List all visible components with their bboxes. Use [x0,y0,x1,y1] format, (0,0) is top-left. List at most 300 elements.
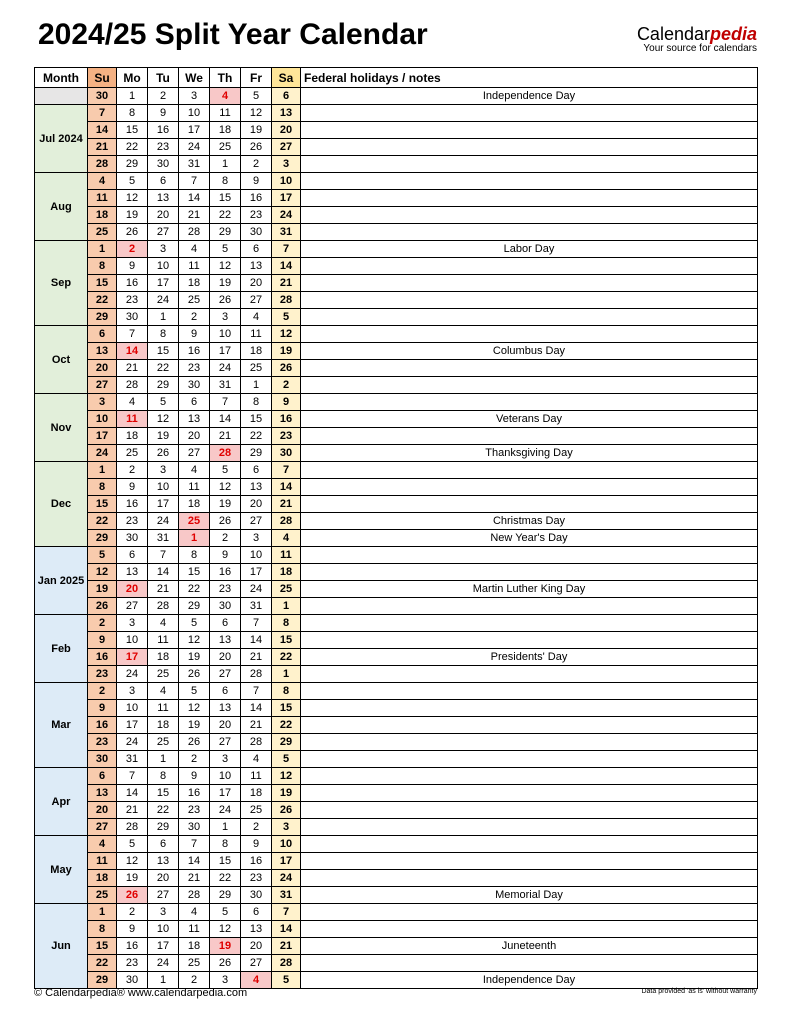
day-cell: 4 [148,683,179,700]
day-cell: 22 [148,802,179,819]
day-cell: 3 [210,751,241,768]
month-label: Jul 2024 [35,105,88,173]
day-cell: 11 [148,632,179,649]
day-cell: 2 [117,462,148,479]
day-cell: 24 [272,870,301,887]
day-cell: 4 [241,972,272,989]
holiday-note [301,700,758,717]
day-cell: 8 [210,836,241,853]
day-cell: 13 [210,700,241,717]
day-cell: 26 [210,513,241,530]
day-cell: 27 [179,445,210,462]
day-cell: 16 [88,649,117,666]
day-cell: 19 [117,870,148,887]
day-cell: 22 [241,428,272,445]
day-cell: 23 [148,139,179,156]
week-row [35,836,758,853]
day-cell: 24 [148,955,179,972]
day-cell: 28 [241,666,272,683]
week-row [35,972,758,989]
day-cell: 17 [88,428,117,445]
day-cell: 13 [148,853,179,870]
day-cell: 1 [117,88,148,105]
day-header-tu: Tu [148,68,179,88]
day-cell: 24 [88,445,117,462]
day-cell: 21 [272,496,301,513]
month-label: Jun [35,904,88,989]
day-cell: 27 [210,734,241,751]
day-cell: 22 [117,139,148,156]
day-cell: 10 [117,700,148,717]
day-cell: 8 [148,768,179,785]
day-cell: 27 [272,139,301,156]
day-cell: 8 [272,615,301,632]
day-cell: 18 [148,717,179,734]
day-cell: 14 [272,258,301,275]
week-row [35,734,758,751]
footer-copyright: © Calendarpedia® www.calendarpedia.com [34,987,248,999]
day-cell: 5 [88,547,117,564]
day-cell: 29 [210,224,241,241]
header-row [35,68,758,88]
day-cell: 22 [148,360,179,377]
day-cell: 25 [179,955,210,972]
day-cell: 6 [210,615,241,632]
day-cell: 3 [117,615,148,632]
day-cell: 18 [241,343,272,360]
day-cell: 29 [179,598,210,615]
day-cell: 7 [241,683,272,700]
day-cell: 20 [272,122,301,139]
day-cell: 20 [210,649,241,666]
day-cell: 1 [148,309,179,326]
month-label: Dec [35,462,88,547]
holiday-note [301,768,758,785]
holiday-note [301,122,758,139]
day-cell: 11 [179,921,210,938]
holiday-note: Independence Day [301,88,758,105]
day-cell: 13 [272,105,301,122]
day-cell: 28 [117,819,148,836]
day-cell: 25 [179,513,210,530]
day-cell: 19 [272,785,301,802]
day-cell: 9 [88,632,117,649]
day-cell: 23 [272,428,301,445]
week-row [35,853,758,870]
day-cell: 19 [179,649,210,666]
day-cell: 4 [88,173,117,190]
holiday-note [301,819,758,836]
holiday-note [301,547,758,564]
week-row [35,122,758,139]
day-cell: 10 [272,836,301,853]
page-title: 2024/25 Split Year Calendar [38,18,428,51]
week-row [35,683,758,700]
day-cell: 27 [241,292,272,309]
footer-disclaimer: Data provided 'as is' without warranty [641,988,757,995]
day-cell: 19 [210,275,241,292]
day-cell: 1 [241,377,272,394]
day-cell: 2 [117,904,148,921]
day-cell: 24 [241,581,272,598]
day-cell: 11 [179,258,210,275]
day-cell: 19 [272,343,301,360]
day-cell: 21 [179,870,210,887]
day-cell: 23 [88,734,117,751]
day-cell: 11 [241,326,272,343]
day-cell: 1 [272,598,301,615]
day-cell: 22 [88,292,117,309]
holiday-note: Christmas Day [301,513,758,530]
day-cell: 31 [117,751,148,768]
day-cell: 4 [148,615,179,632]
day-cell: 24 [179,139,210,156]
day-cell: 20 [241,496,272,513]
day-cell: 15 [117,122,148,139]
day-cell: 8 [88,479,117,496]
day-cell: 18 [88,207,117,224]
day-cell: 31 [210,377,241,394]
day-cell: 23 [241,870,272,887]
brand-logo[interactable] [637,24,757,54]
day-header-th: Th [210,68,241,88]
week-row [35,632,758,649]
day-cell: 30 [179,377,210,394]
notes-header: Federal holidays / notes [301,68,758,88]
holiday-note [301,734,758,751]
day-cell: 15 [210,190,241,207]
day-cell: 24 [148,292,179,309]
week-row [35,411,758,428]
day-cell: 9 [210,547,241,564]
week-row [35,309,758,326]
day-cell: 20 [117,581,148,598]
day-cell: 14 [272,921,301,938]
day-cell: 21 [241,649,272,666]
day-cell: 19 [117,207,148,224]
day-cell: 3 [241,530,272,547]
day-cell: 25 [210,139,241,156]
day-cell: 23 [117,513,148,530]
day-cell: 5 [210,241,241,258]
day-cell: 20 [88,802,117,819]
day-cell: 20 [148,870,179,887]
day-cell: 14 [241,632,272,649]
day-cell: 2 [179,751,210,768]
holiday-note [301,853,758,870]
day-cell: 6 [117,547,148,564]
week-row [35,904,758,921]
day-cell: 14 [210,411,241,428]
week-row [35,394,758,411]
day-cell: 3 [148,241,179,258]
day-cell: 29 [272,734,301,751]
day-cell: 18 [117,428,148,445]
day-cell: 11 [179,479,210,496]
day-cell: 15 [272,632,301,649]
day-cell: 17 [241,564,272,581]
day-cell: 18 [241,785,272,802]
day-cell: 15 [241,411,272,428]
day-cell: 30 [117,972,148,989]
holiday-note [301,428,758,445]
day-cell: 18 [88,870,117,887]
day-cell: 6 [210,683,241,700]
day-cell: 10 [210,326,241,343]
day-cell: 3 [117,683,148,700]
day-cell: 22 [272,649,301,666]
day-cell: 31 [241,598,272,615]
holiday-note [301,105,758,122]
day-cell: 16 [117,938,148,955]
week-row [35,785,758,802]
holiday-note: Martin Luther King Day [301,581,758,598]
day-cell: 16 [117,275,148,292]
day-cell: 30 [272,445,301,462]
day-cell: 22 [210,870,241,887]
day-cell: 20 [179,428,210,445]
day-cell: 20 [210,717,241,734]
day-cell: 28 [272,955,301,972]
day-cell: 15 [88,275,117,292]
holiday-note [301,258,758,275]
day-cell: 15 [179,564,210,581]
day-cell: 15 [88,938,117,955]
day-cell: 3 [88,394,117,411]
day-cell: 31 [272,887,301,904]
day-cell: 4 [272,530,301,547]
holiday-note [301,802,758,819]
day-cell: 25 [148,666,179,683]
week-row [35,224,758,241]
day-cell: 26 [241,139,272,156]
day-cell: 28 [210,445,241,462]
day-cell: 10 [88,411,117,428]
week-row [35,819,758,836]
day-cell: 1 [179,530,210,547]
day-cell: 20 [241,275,272,292]
week-row [35,445,758,462]
day-cell: 17 [210,785,241,802]
day-cell: 25 [179,292,210,309]
day-cell: 5 [272,751,301,768]
day-cell: 21 [179,207,210,224]
day-cell: 16 [179,785,210,802]
day-cell: 27 [241,955,272,972]
day-cell: 13 [241,479,272,496]
day-cell: 12 [179,632,210,649]
day-cell: 12 [210,258,241,275]
day-cell: 11 [117,411,148,428]
holiday-note [301,326,758,343]
day-cell: 3 [179,88,210,105]
day-cell: 21 [148,581,179,598]
day-cell: 18 [179,938,210,955]
day-cell: 10 [117,632,148,649]
day-cell: 19 [88,581,117,598]
day-cell: 23 [241,207,272,224]
day-cell: 26 [272,802,301,819]
week-row [35,581,758,598]
day-cell: 27 [241,513,272,530]
day-cell: 10 [148,921,179,938]
day-cell: 17 [272,853,301,870]
day-cell: 21 [117,802,148,819]
day-cell: 26 [210,955,241,972]
day-cell: 7 [272,904,301,921]
day-cell: 23 [210,581,241,598]
week-row [35,870,758,887]
day-cell: 6 [241,241,272,258]
holiday-note [301,190,758,207]
day-cell: 2 [179,309,210,326]
day-cell: 6 [179,394,210,411]
day-cell: 24 [272,207,301,224]
day-cell: 31 [272,224,301,241]
day-cell: 11 [272,547,301,564]
day-cell: 17 [148,496,179,513]
day-cell: 12 [272,326,301,343]
day-cell: 28 [179,224,210,241]
day-cell: 9 [117,258,148,275]
week-row [35,598,758,615]
day-cell: 4 [210,88,241,105]
day-cell: 24 [210,802,241,819]
week-row [35,530,758,547]
day-header-su: Su [88,68,117,88]
brand-name-plain: Calendar [636,24,710,44]
day-cell: 27 [148,224,179,241]
day-cell: 5 [272,972,301,989]
day-cell: 2 [117,241,148,258]
holiday-note: Juneteenth [301,938,758,955]
holiday-note [301,479,758,496]
day-cell: 5 [210,904,241,921]
week-row [35,190,758,207]
day-cell: 8 [241,394,272,411]
day-cell: 13 [117,564,148,581]
day-cell: 14 [88,122,117,139]
brand-name [637,24,757,45]
day-cell: 13 [179,411,210,428]
holiday-note [301,785,758,802]
holiday-note [301,462,758,479]
week-row [35,666,758,683]
day-cell: 18 [272,564,301,581]
day-cell: 13 [241,921,272,938]
day-cell: 22 [88,955,117,972]
day-cell: 11 [241,768,272,785]
day-cell: 9 [88,700,117,717]
day-cell: 5 [272,309,301,326]
day-cell: 4 [179,904,210,921]
day-cell: 30 [210,598,241,615]
holiday-note: New Year's Day [301,530,758,547]
day-cell: 6 [88,326,117,343]
day-cell: 2 [272,377,301,394]
day-cell: 5 [179,683,210,700]
day-cell: 24 [117,734,148,751]
holiday-note: Independence Day [301,972,758,989]
week-row [35,717,758,734]
day-cell: 1 [210,819,241,836]
day-cell: 8 [148,326,179,343]
day-cell: 6 [148,836,179,853]
day-cell: 26 [88,598,117,615]
day-cell: 25 [148,734,179,751]
week-row [35,513,758,530]
day-cell: 28 [272,513,301,530]
day-cell: 1 [88,462,117,479]
day-cell: 2 [88,683,117,700]
day-cell: 26 [179,734,210,751]
day-cell: 12 [179,700,210,717]
week-row [35,802,758,819]
day-cell: 29 [117,156,148,173]
day-cell: 10 [272,173,301,190]
day-cell: 17 [210,343,241,360]
day-cell: 18 [210,122,241,139]
day-cell: 12 [148,411,179,428]
month-label: Jan 2025 [35,547,88,615]
day-cell: 6 [148,173,179,190]
day-cell: 16 [210,564,241,581]
week-row [35,547,758,564]
day-cell: 18 [148,649,179,666]
day-cell: 15 [210,853,241,870]
week-row [35,496,758,513]
day-cell: 28 [148,598,179,615]
month-label: Sep [35,241,88,326]
day-cell: 19 [179,717,210,734]
day-cell: 22 [272,717,301,734]
day-cell: 27 [88,377,117,394]
day-cell: 9 [117,479,148,496]
day-cell: 13 [88,343,117,360]
day-cell: 23 [88,666,117,683]
day-cell: 10 [148,479,179,496]
day-cell: 26 [210,292,241,309]
week-row [35,700,758,717]
day-cell: 5 [148,394,179,411]
week-row [35,275,758,292]
day-cell: 26 [117,224,148,241]
holiday-note [301,598,758,615]
day-cell: 5 [117,836,148,853]
week-row [35,564,758,581]
day-cell: 7 [148,547,179,564]
week-row [35,955,758,972]
holiday-note [301,173,758,190]
day-cell: 30 [179,819,210,836]
day-cell: 15 [272,700,301,717]
day-cell: 26 [179,666,210,683]
day-cell: 12 [272,768,301,785]
holiday-note [301,683,758,700]
week-row [35,326,758,343]
day-cell: 21 [241,717,272,734]
brand-name-accent: pedia [709,24,757,44]
day-header-sa: Sa [272,68,301,88]
day-cell: 16 [148,122,179,139]
day-header-fr: Fr [241,68,272,88]
day-cell: 7 [210,394,241,411]
holiday-note [301,139,758,156]
day-cell: 13 [210,632,241,649]
week-row [35,156,758,173]
day-cell: 7 [241,615,272,632]
day-cell: 22 [88,513,117,530]
